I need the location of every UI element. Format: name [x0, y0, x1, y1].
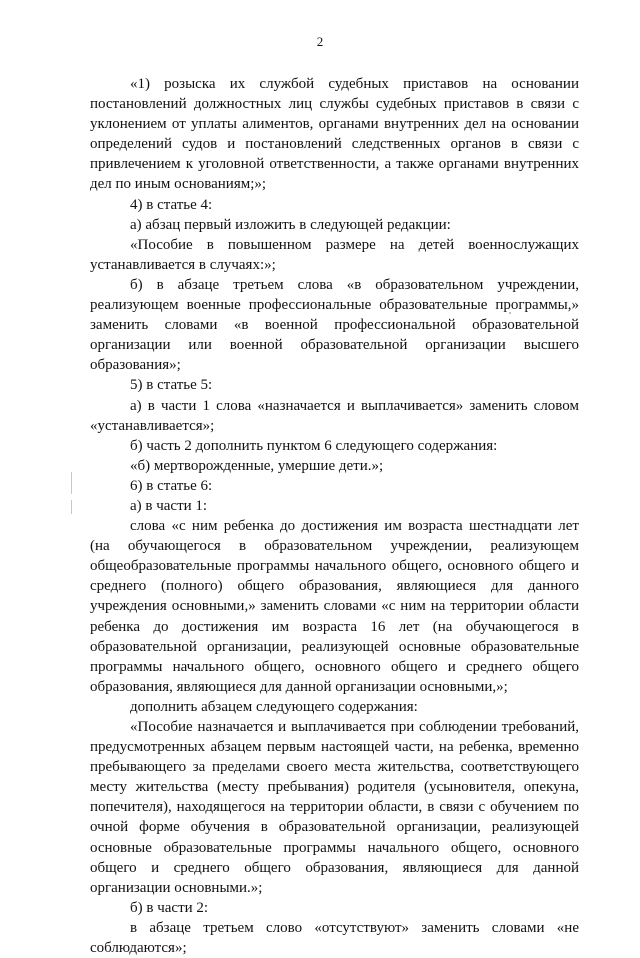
page-number: 2	[316, 34, 324, 49]
document-body	[90, 74, 579, 958]
paragraph-article-6-heading: 6) в статье 6:	[130, 477, 213, 494]
paragraph-article-5-b: б) часть 2 дополнить пунктом 6 следующего содержания:	[130, 437, 498, 454]
paragraph-word-replacement: в абзаце третьем слово «отсутствуют» заменить словами «не соблюдаются»;	[90, 919, 579, 957]
scan-artifact-mark	[71, 500, 72, 514]
paragraph-age-replacement: слова «с ним ребенка до достижения им возраста шестнадцати лет (на обучающегося в образовательном учреждении, реализующем общеобразовательные программы начального общего, основного общего и среднего (полного) общего образования, являющиеся для данного учреждения основными,» заменить словами «с ним на территории области ребенка до достижения им возраста 16 лет (на обучающегося в образовательной организации, реализующей основные образовательные программы начального общего, основного общего и среднего общего образования, являющиеся для данной организации основными,»;	[90, 518, 579, 695]
paragraph-search-grounds: «1) розыска их службой судебных приставов на основании постановлений должностных лиц службы судебных приставов в связи с уклонением от уплаты алиментов, органами внутренних дел на основании определений судов и постановлений следственных органов в связи с привлечением к уголовной ответственности, а также органами внутренних дел по иным основаниям;»;	[90, 76, 579, 193]
paragraph-increased-benefit: «Пособие в повышенном размере на детей военнослужащих устанавливается в случаях:»;	[90, 236, 579, 273]
paragraph-article-6-b: б) в части 2:	[130, 899, 209, 916]
paragraph-benefit-conditions: «Пособие назначается и выплачивается при соблюдении требований, предусмотренных абзацем первым настоящей части, на ребенка, временно пребывающего за пределами своего места жительства, соответствующего месту жительства (месту пребывания) родителя (усыновителя, опекуна, попечителя), находящегося на территории области, в связи с обучением по очной форме обучения в образовательной организации, реализующей основные образовательные программы начального общего, основного общего и среднего общего образования, являющиеся для данной организации основными.»;	[90, 719, 579, 896]
paragraph-article-4-b: б) в абзаце третьем слова «в образовательном учреждении, реализующем военные профессиональные образовательные программы,» заменить словами «в военной профессиональной образовательной организации или военной образовательной организации высшего образования»;	[90, 276, 579, 374]
paragraph-add-clause: дополнить абзацем следующего содержания:	[130, 698, 418, 715]
paragraph-article-6-a: а) в части 1:	[130, 497, 208, 514]
paragraph-article-5-heading: 5) в статье 5:	[130, 377, 213, 394]
paragraph-article-5-a: а) в части 1 слова «назначается и выплачивается» заменить словом «устанавливается»;	[90, 397, 579, 434]
scan-artifact-mark	[71, 472, 72, 494]
paragraph-item-6-content: «б) мертворожденные, умершие дети.»;	[130, 457, 384, 474]
paragraph-article-4-heading: 4) в статье 4:	[130, 196, 213, 213]
paragraph-article-4-a: а) абзац первый изложить в следующей редакции:	[130, 216, 451, 233]
